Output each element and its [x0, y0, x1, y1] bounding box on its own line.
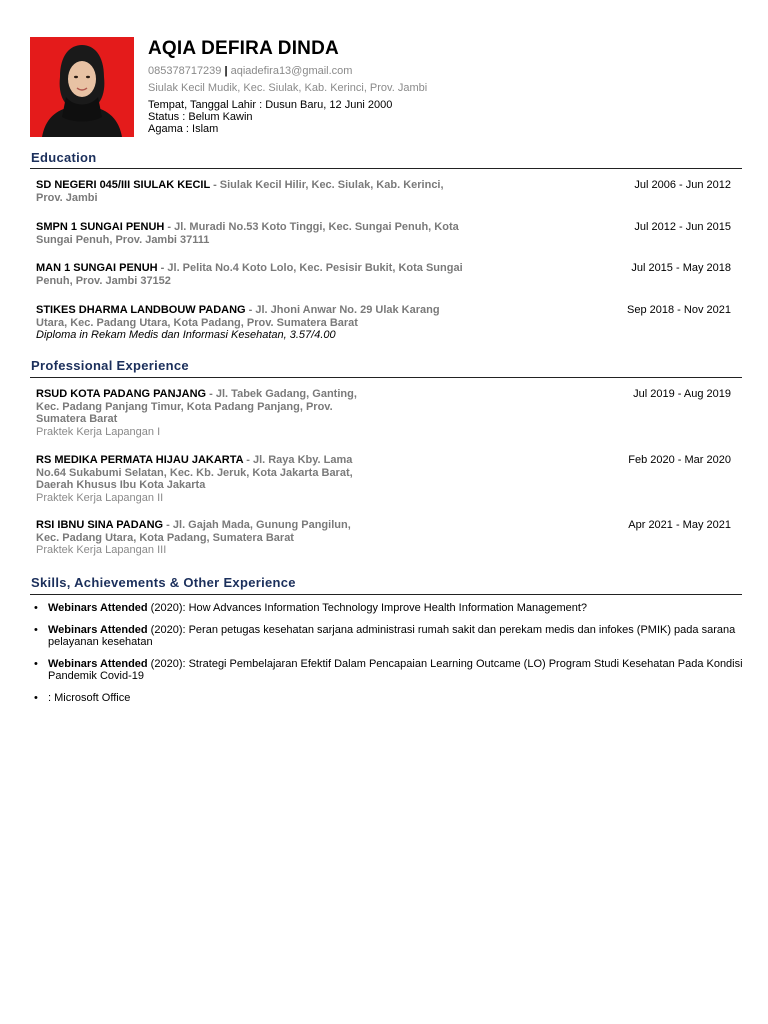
skill-text: (2020): Strategi Pembelajaran Efektif Dalam Pencapaian Learning Outcame (LO) Program Studi Kesehatan Pada Kondisi Pandemik Covid-19 [48, 657, 743, 682]
bullet-icon: • [34, 691, 38, 704]
experience-heading: Professional Experience [31, 358, 189, 373]
institution-name: MAN 1 SUNGAI PENUH [36, 262, 158, 274]
employer-location-cont: Daerah Khusus Ibu Kota Jakarta [36, 479, 206, 491]
employer-location-cont: Kec. Padang Panjang Timur, Kota Padang Panjang, Prov. [36, 400, 333, 413]
list-item [30, 658, 746, 683]
institution-location-cont: Prov. Jambi [36, 191, 98, 204]
skill-label: Webinars Attended [48, 623, 148, 636]
skills-list [30, 602, 746, 713]
experience-divider [30, 377, 742, 378]
skill-text: : Microsoft Office [48, 691, 131, 704]
institution-name: SMPN 1 SUNGAI PENUH [36, 221, 165, 233]
bullet-icon: • [34, 623, 38, 636]
institution-location-cont: Penuh, Prov. Jambi 37152 [36, 274, 171, 287]
skills-heading: Skills, Achievements & Other Experience [31, 575, 296, 590]
institution-location-cont: Sungai Penuh, Prov. Jambi 37111 [36, 233, 210, 246]
experience-date: Feb 2020 - Mar 2020 [628, 454, 731, 466]
employer-location-cont: Kec. Padang Utara, Kota Padang, Sumatera Barat [36, 531, 294, 544]
employer-name: RS MEDIKA PERMATA HIJAU JAKARTA [36, 454, 244, 466]
education-date: Jul 2006 - Jun 2012 [634, 179, 731, 191]
institution-location: - Jl. Muradi No.53 Koto Tinggi, Kec. Sungai Penuh, Kota [164, 221, 459, 233]
skills-divider [30, 594, 742, 595]
experience-item [36, 519, 396, 557]
institution-name: SD NEGERI 045/III SIULAK KECIL [36, 179, 211, 191]
job-role: Praktek Kerja Lapangan III [36, 544, 167, 556]
contact-line [148, 65, 352, 77]
experience-item [36, 454, 396, 504]
home-address: Siulak Kecil Mudik, Kec. Siulak, Kab. Kerinci, Prov. Jambi [148, 82, 428, 94]
education-heading: Education [31, 150, 97, 165]
employer-name: RSI IBNU SINA PADANG [36, 519, 164, 531]
experience-date: Apr 2021 - May 2021 [628, 519, 731, 531]
education-item [36, 179, 486, 204]
religion: Agama : Islam [148, 123, 219, 135]
list-item [30, 602, 746, 615]
skill-label: Webinars Attended [48, 657, 148, 670]
education-item [36, 262, 506, 287]
experience-item [36, 388, 396, 438]
experience-date: Jul 2019 - Aug 2019 [633, 388, 731, 400]
personal-info [148, 99, 392, 135]
employer-location: - Jl. Raya Kby. Lama [243, 454, 353, 466]
candidate-name: AQIA DEFIRA DINDA [148, 38, 339, 59]
list-item [30, 692, 746, 705]
birth-info: Tempat, Tanggal Lahir : Dusun Baru, 12 Juni 2000 [148, 99, 393, 111]
education-date: Jul 2012 - Jun 2015 [634, 221, 731, 233]
phone-number: 085378717239 [148, 65, 222, 77]
job-role: Praktek Kerja Lapangan II [36, 491, 164, 504]
degree-description: Diploma in Rekam Medis dan Informasi Kesehatan, 3.57/4.00 [36, 329, 336, 341]
email-link[interactable]: aqiadefira13@gmail.com [230, 65, 353, 77]
institution-location: - Siulak Kecil Hilir, Kec. Siulak, Kab. Kerinci, [210, 179, 444, 191]
education-divider [30, 168, 742, 169]
skill-label: Webinars Attended [48, 602, 148, 614]
profile-photo [30, 37, 134, 137]
institution-location: - Jl. Pelita No.4 Koto Lolo, Kec. Pesisir Bukit, Kota Sungai [157, 262, 463, 274]
employer-location: - Jl. Gajah Mada, Gunung Pangilun, [163, 519, 351, 531]
education-date: Jul 2015 - May 2018 [631, 262, 731, 274]
institution-location-cont: Utara, Kec. Padang Utara, Kota Padang, Prov. Sumatera Barat [36, 316, 358, 329]
institution-name: STIKES DHARMA LANDBOUW PADANG [36, 304, 246, 316]
employer-location: - Jl. Tabek Gadang, Ganting, [206, 388, 357, 400]
education-date: Sep 2018 - Nov 2021 [627, 304, 731, 316]
institution-location: - Jl. Jhoni Anwar No. 29 Ulak Karang [245, 304, 440, 316]
skill-text: (2020): Peran petugas kesehatan sarjana administrasi rumah sakit dan perekam medis dan infokes (PMIK) pada sarana pelayanan kesehatan [48, 623, 736, 648]
person-portrait-icon [30, 37, 134, 137]
marital-status: Status : Belum Kawin [148, 111, 253, 123]
employer-location-cont: No.64 Sukabumi Selatan, Kec. Kb. Jeruk, Kota Jakarta Barat, [36, 466, 353, 479]
employer-name: RSUD KOTA PADANG PANJANG [36, 388, 207, 400]
employer-location-cont: Sumatera Barat [36, 413, 118, 425]
bullet-icon: • [34, 602, 38, 614]
skill-text: (2020): How Advances Information Technology Improve Health Information Management? [147, 602, 588, 614]
job-role: Praktek Kerja Lapangan I [36, 425, 161, 438]
list-item [30, 624, 746, 649]
contact-separator: | [224, 65, 228, 77]
education-item [36, 221, 506, 246]
bullet-icon: • [34, 657, 38, 670]
education-item [36, 304, 506, 342]
